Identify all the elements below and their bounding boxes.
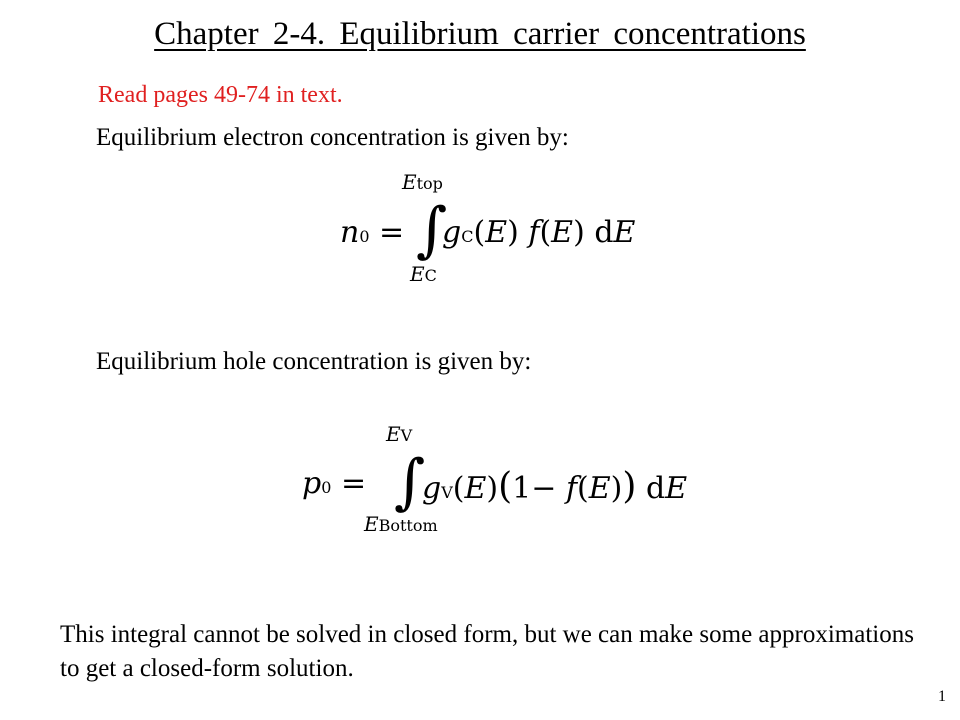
- page-number: 1: [938, 688, 946, 705]
- hole-lower-limit: EBottom: [364, 512, 438, 536]
- hole-concentration-intro: Equilibrium hole concentration is given by:: [96, 348, 532, 375]
- electron-concentration-intro: Equilibrium electron concentration is given by:: [96, 124, 569, 151]
- electron-lhs: n0 =: [340, 215, 405, 250]
- electron-concentration-equation: [330, 170, 660, 295]
- electron-integrand: gC(E) f(E) dE: [442, 215, 636, 250]
- hole-upper-limit: EV: [386, 422, 413, 446]
- hole-lhs: p0 =: [302, 466, 367, 501]
- reading-note: Read pages 49-74 in text.: [98, 82, 343, 108]
- slide-title-text: Chapter 2-4. Equilibrium carrier concentrations: [154, 16, 806, 52]
- slide-title: [0, 16, 960, 53]
- integral-sign-icon: ∫: [394, 447, 426, 517]
- hole-concentration-equation: [298, 422, 698, 547]
- closing-paragraph: This integral cannot be solved in closed form, but we can make some approximations to get a closed-form solution.: [60, 621, 914, 682]
- hole-integrand: gV(E)(1− f(E)) dE: [422, 466, 688, 507]
- electron-upper-limit: Etop: [402, 170, 443, 194]
- integral-sign-icon: ∫: [416, 195, 448, 265]
- electron-lower-limit: EC: [410, 262, 437, 286]
